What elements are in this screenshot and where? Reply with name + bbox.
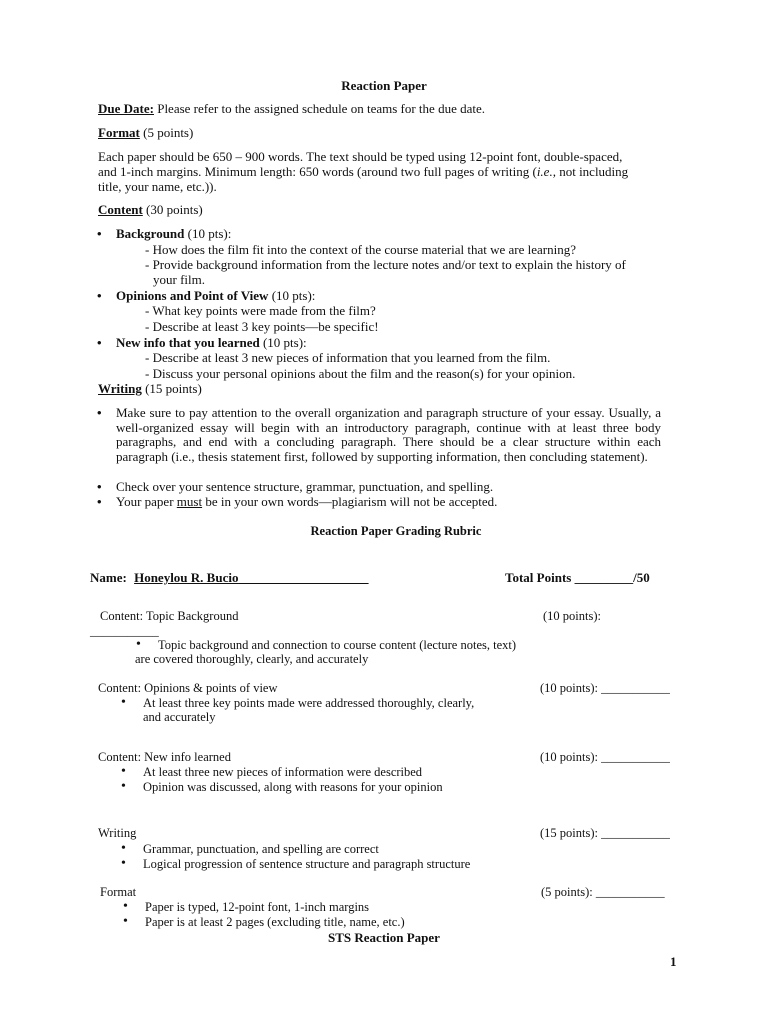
format-para-line-2b: not including — [555, 164, 629, 179]
rubric-bullet-cont: are covered thoroughly, clearly, and accurately — [135, 652, 369, 666]
rubric-bullet: • At least three new pieces of information were described — [143, 765, 422, 780]
content-sub-item: - Provide background information from the lecture notes and/or text to explain the history of — [145, 257, 626, 272]
name-value: Honeylou R. Bucio — [134, 570, 239, 585]
writing-heading — [98, 382, 202, 397]
rubric-bullet: • Topic background and connection to course content (lecture notes, text) — [158, 638, 516, 653]
format-points: (5 points) — [143, 125, 194, 140]
rubric-bullet: • Logical progression of sentence structure and paragraph structure — [143, 857, 470, 872]
writing-bullet-1: • Make sure to pay attention to the overall organization and paragraph structure of your essay. Usually, a well-organized essay will begin with an introductory paragraph, continue with at least three body paragraphs, and end with a concluding paragraph. There should be a clear structure within each paragraph (i.e., thesis statement first, followed by supporting information, then concluding statement). — [116, 406, 661, 464]
rubric-section-label: Format — [100, 885, 137, 899]
rubric-bullet: • At least three key points made were addressed thoroughly, clearly, — [143, 696, 474, 711]
writing-bullet-3-post: be in your own words—plagiarism will not be accepted. — [202, 494, 498, 509]
footer-title: STS Reaction Paper — [328, 930, 440, 945]
due-date-line — [98, 102, 485, 117]
rubric-section-label: Writing — [98, 826, 137, 840]
rubric-section-label: Content: Opinions & points of view — [98, 681, 278, 695]
rubric-section-points: (10 points): — [543, 609, 601, 623]
name-line — [90, 571, 368, 586]
format-label: Format — [98, 125, 140, 140]
total-points: Total Points _________/50 — [505, 570, 650, 585]
content-label: Content — [98, 202, 143, 217]
due-date-text: Please refer to the assigned schedule on teams for the due date. — [157, 101, 485, 116]
rubric-bullet-cont: and accurately — [143, 710, 216, 724]
content-points: (30 points) — [146, 202, 203, 217]
format-para-ie: i.e., — [536, 164, 556, 179]
rubric-section-label: Content: Topic Background — [100, 609, 239, 623]
content-sub-item: - Discuss your personal opinions about the film and the reason(s) for your opinion. — [145, 366, 576, 381]
content-sub-item: - How does the film fit into the context of the course material that we are learning? — [145, 242, 577, 257]
content-item-title: Opinions and Point of View — [116, 288, 269, 303]
rubric-bullet: • Paper is typed, 12-point font, 1-inch margins — [145, 900, 369, 915]
rubric-bullet: • Grammar, punctuation, and spelling are correct — [143, 842, 379, 857]
content-sub-item: - What key points were made from the film? — [145, 303, 376, 318]
writing-bullet-3-em: must — [176, 494, 203, 509]
content-item-pts: (10 pts): — [187, 226, 232, 241]
page-number: 1 — [670, 954, 677, 969]
rubric-bullet: • Paper is at least 2 pages (excluding title, name, etc.) — [145, 915, 405, 930]
content-item-opinions — [116, 289, 315, 304]
format-para-line-3: title, your name, etc.)). — [98, 179, 217, 194]
rubric-section-label: Content: New info learned — [98, 750, 231, 764]
content-heading — [98, 203, 203, 218]
name-blank: ____________________ — [238, 570, 369, 585]
rubric-section-points: (10 points): ___________ — [540, 750, 670, 764]
due-date-label: Due Date: — [98, 101, 154, 116]
page-title: Reaction Paper — [341, 78, 427, 93]
content-item-pts: (10 pts): — [271, 288, 316, 303]
writing-points: (15 points) — [145, 381, 202, 396]
writing-bullet-2: • Check over your sentence structure, grammar, punctuation, and spelling. — [116, 480, 493, 495]
rubric-section-points: (5 points): ___________ — [541, 885, 665, 899]
writing-bullet-3 — [116, 495, 497, 510]
rubric-bullet: • Opinion was discussed, along with reasons for your opinion — [143, 780, 443, 795]
format-para-line-2 — [98, 165, 678, 180]
writing-bullet-3-pre: Your paper — [116, 494, 177, 509]
content-item-background — [116, 227, 231, 242]
content-sub-item: your film. — [153, 272, 205, 287]
rubric-section-points: (15 points): ___________ — [540, 826, 670, 840]
format-para-line-2a: and 1-inch margins. Minimum length: 650 words (around two full pages of writing ( — [98, 164, 537, 179]
content-item-new-info — [116, 336, 307, 351]
format-para-line-1: Each paper should be 650 – 900 words. The text should be typed using 12-point font, double-spaced, — [98, 149, 623, 164]
rubric-section-blank: ___________ — [90, 624, 159, 638]
rubric-title: Reaction Paper Grading Rubric — [310, 524, 482, 538]
content-sub-item: - Describe at least 3 key points—be specific! — [145, 319, 379, 334]
format-heading — [98, 126, 193, 141]
content-item-title: Background — [116, 226, 185, 241]
content-sub-item: - Describe at least 3 new pieces of information that you learned from the film. — [145, 350, 551, 365]
content-item-pts: (10 pts): — [262, 335, 307, 350]
writing-label: Writing — [98, 381, 142, 396]
rubric-section-points: (10 points): ___________ — [540, 681, 670, 695]
name-label: Name: — [90, 570, 127, 585]
content-item-title: New info that you learned — [116, 335, 260, 350]
